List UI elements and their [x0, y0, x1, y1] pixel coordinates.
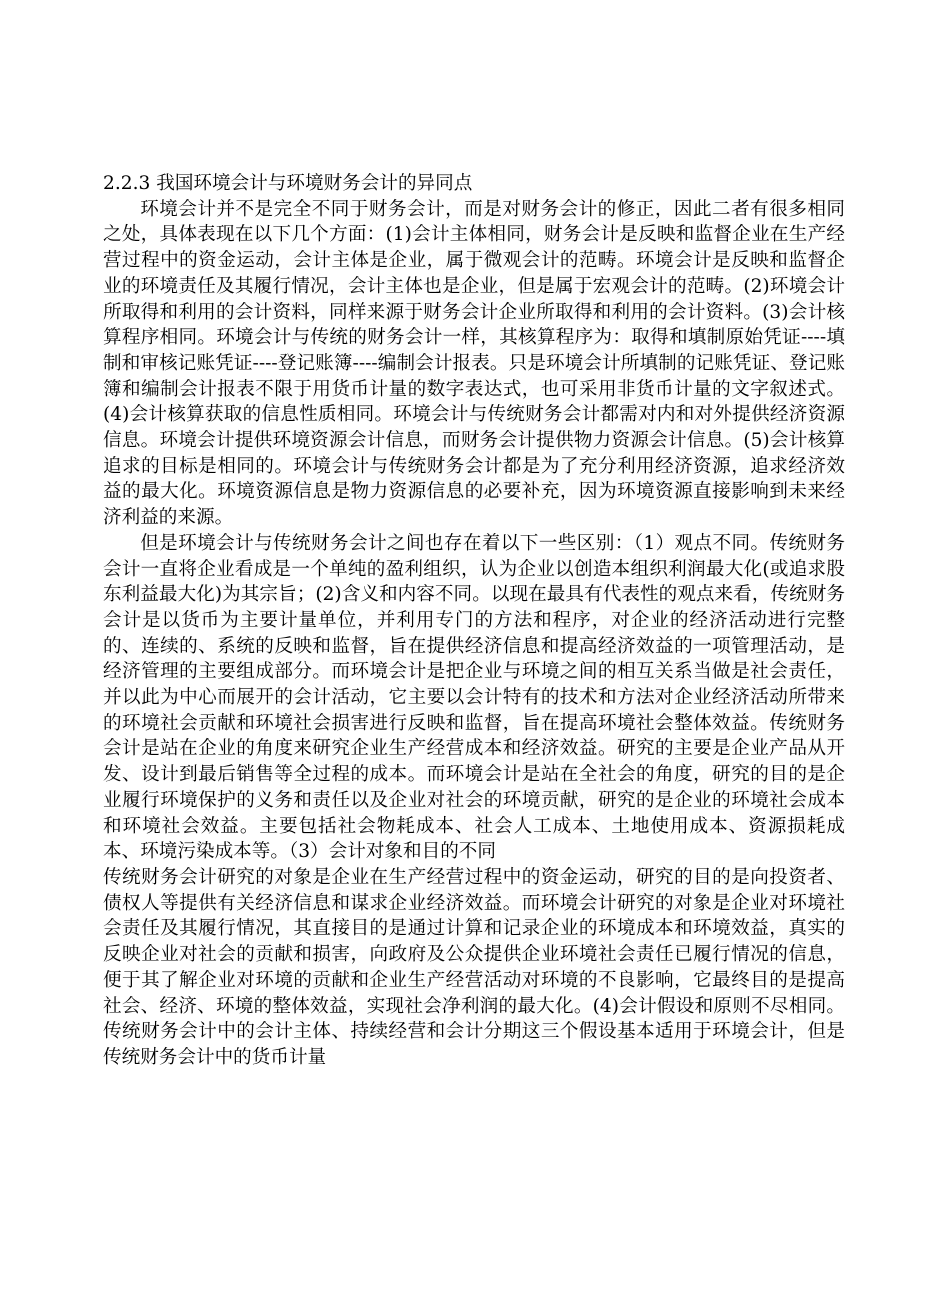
document-page	[103, 171, 845, 1071]
section-heading: 2.2.3 我国环境会计与环境财务会计的异同点	[103, 173, 473, 194]
paragraph-similarities: 环境会计并不是完全不同于财务会计，而是对财务会计的修正，因此二者有很多相同之处，具体表现在以下几个方面：(1)会计主体相同，财务会计是反映和监督企业在生产经营过程中的资金运动，会计主体是企业，属于微观会计的范畴。环境会计是反映和监督企业的环境责任及其履行情况，会计主体也是企业，但是属于宏观会计的范畴。(2)环境会计所取得和利用的会计资料，同样来源于财务会计企业所取得和利用的会计资料。(3)会计核算程序相同。环境会计与传统的财务会计一样，其核算程序为：取得和填制原始凭证----填制和审核记账凭证----登记账簿----编制会计报表。只是环境会计所填制的记账凭证、登记账簿和编制会计报表不限于用货币计量的数字表达式，也可采用非货币计量的文字叙述式。(4)会计核算获取的信息性质相同。环境会计与传统财务会计都需对内和对外提供经济资源信息。环境会计提供环境资源会计信息，而财务会计提供物力资源会计信息。(5)会计核算追求的目标是相同的。环境会计与传统财务会计都是为了充分利用经济资源，追求经济效益的最大化。环境资源信息是物力资源信息的必要补充，因为环境资源直接影响到未来经济利益的来源。	[103, 198, 845, 529]
paragraph-differences: 但是环境会计与传统财务会计之间也存在着以下一些区别：（1）观点不同。传统财务会计一直将企业看成是一个单纯的盈利组织，认为企业以创造本组织利润最大化(或追求股东利益最大化)为其宗旨；(2)含义和内容不同。以现在最具有代表性的观点来看，传统财务会计是以货币为主要计量单位，并利用专门的方法和程序，对企业的经济活动进行完整的、连续的、系统的反映和监督，旨在提供经济信息和提高经济效益的一项管理活动，是经济管理的主要组成部分。而环境会计是把企业与环境之间的相互关系当做是社会责任，并以此为中心而展开的会计活动，它主要以会计特有的技术和方法对企业经济活动所带来的环境社会贡献和环境社会损害进行反映和监督，旨在提高环境社会整体效益。传统财务会计是站在企业的角度来研究企业生产经营成本和经济效益。研究的主要是企业产品从开发、设计到最后销售等全过程的成本。而环境会计是站在全社会的角度，研究的目的是企业履行环境保护的义务和责任以及企业对社会的环境贡献，研究的是企业的环境社会成本和环境社会效益。主要包括社会物耗成本、社会人工成本、土地使用成本、资源损耗成本、环境污染成本等。（3）会计对象和目的不同	[103, 532, 845, 863]
paragraph-objects-and-purposes: 传统财务会计研究的对象是企业在生产经营过程中的资金运动，研究的目的是向投资者、债权人等提供有关经济信息和谋求企业经济效益。而环境会计研究的对象是企业对环境社会责任及其履行情况，其直接目的是通过计算和记录企业的环境成本和环境效益，真实的反映企业对社会的贡献和损害，向政府及公众提供企业环境社会责任已履行情况的信息，便于其了解企业对环境的贡献和企业生产经营活动对环境的不良影响，它最终目的是提高社会、经济、环境的整体效益，实现社会净利润的最大化。(4)会计假设和原则不尽相同。传统财务会计中的会计主体、持续经营和会计分期这三个假设基本适用于环境会计，但是传统财务会计中的货币计量	[103, 866, 845, 1068]
